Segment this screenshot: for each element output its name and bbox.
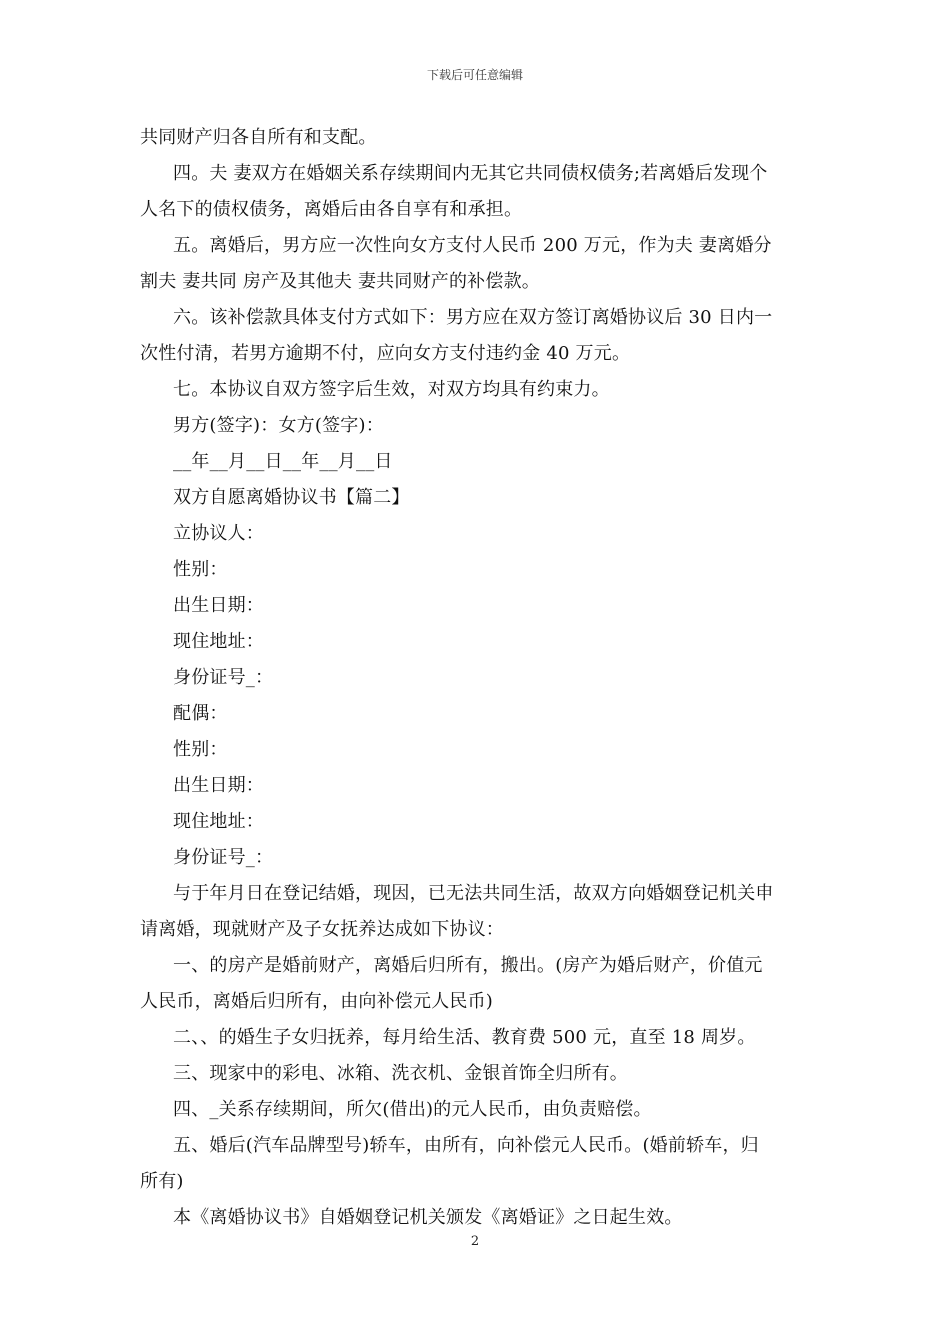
paragraph-line: 配偶： bbox=[173, 703, 228, 724]
paragraph-line: 人民币，离婚后归所有，由向补偿元人民币) bbox=[140, 991, 494, 1012]
paragraph-line: 出生日期： bbox=[173, 775, 264, 796]
paragraph-line: 五、婚后(汽车品牌型号)轿车，由所有，向补偿元人民币。(婚前轿车，归 bbox=[173, 1135, 759, 1156]
paragraph-line: 现住地址： bbox=[173, 811, 264, 832]
paragraph-line: __年__月__日__年__月__日 bbox=[173, 451, 393, 472]
paragraph-line: 割夫 妻共同 房产及其他夫 妻共同财产的补偿款。 bbox=[140, 271, 540, 292]
paragraph-line: 请离婚，现就财产及子女抚养达成如下协议： bbox=[140, 919, 504, 940]
paragraph-line: 人名下的债权债务，离婚后由各自享有和承担。 bbox=[140, 199, 523, 220]
paragraph-line: 与于年月日在登记结婚，现因，已无法共同生活，故双方向婚姻登记机关申 bbox=[173, 883, 774, 904]
paragraph-line: 立协议人： bbox=[173, 523, 264, 544]
paragraph-line: 本《离婚协议书》自婚姻登记机关颁发《离婚证》之日起生效。 bbox=[173, 1207, 683, 1228]
paragraph-line: 性别： bbox=[173, 739, 228, 760]
paragraph-line: 二、、的婚生子女归抚养，每月给生活、教育费 500 元，直至 18 周岁。 bbox=[173, 1027, 756, 1048]
paragraph-line: 次性付清，若男方逾期不付，应向女方支付违约金 40 万元。 bbox=[140, 343, 631, 364]
paragraph-line: 五。离婚后，男方应一次性向女方支付人民币 200 万元，作为夫 妻离婚分 bbox=[173, 235, 772, 256]
document-body bbox=[140, 120, 810, 1236]
paragraph-line: 三、现家中的彩电、冰箱、洗衣机、金银首饰全归所有。 bbox=[173, 1063, 628, 1084]
paragraph-line: 六。该补偿款具体支付方式如下：男方应在双方签订离婚协议后 30 日内一 bbox=[173, 307, 773, 328]
paragraph-line: 四。夫 妻双方在婚姻关系存续期间内无其它共同债权债务;若离婚后发现个 bbox=[173, 163, 768, 184]
paragraph-line: 出生日期： bbox=[173, 595, 264, 616]
paragraph-line: 身份证号_： bbox=[173, 847, 274, 868]
paragraph-line: 现住地址： bbox=[173, 631, 264, 652]
paragraph-line: 共同财产归各自所有和支配。 bbox=[140, 127, 377, 148]
paragraph-line: 一、的房产是婚前财产，离婚后归所有，搬出。(房产为婚后财产，价值元 bbox=[173, 955, 763, 976]
paragraph-line: 七。本协议自双方签字后生效，对双方均具有约束力。 bbox=[173, 379, 610, 400]
paragraph-line: 所有) bbox=[140, 1171, 184, 1192]
paragraph-line: 性别： bbox=[173, 559, 228, 580]
page-number: 2 bbox=[470, 1234, 480, 1249]
page-header: 下载后可任意编辑 bbox=[426, 68, 523, 82]
paragraph-line: 身份证号_： bbox=[173, 667, 274, 688]
paragraph-line: 男方(签字)：女方(签字)： bbox=[173, 415, 384, 436]
paragraph-line: 四、_关系存续期间，所欠(借出)的元人民币，由负责赔偿。 bbox=[173, 1099, 652, 1120]
paragraph-line: 双方自愿离婚协议书【篇二】 bbox=[173, 487, 410, 508]
